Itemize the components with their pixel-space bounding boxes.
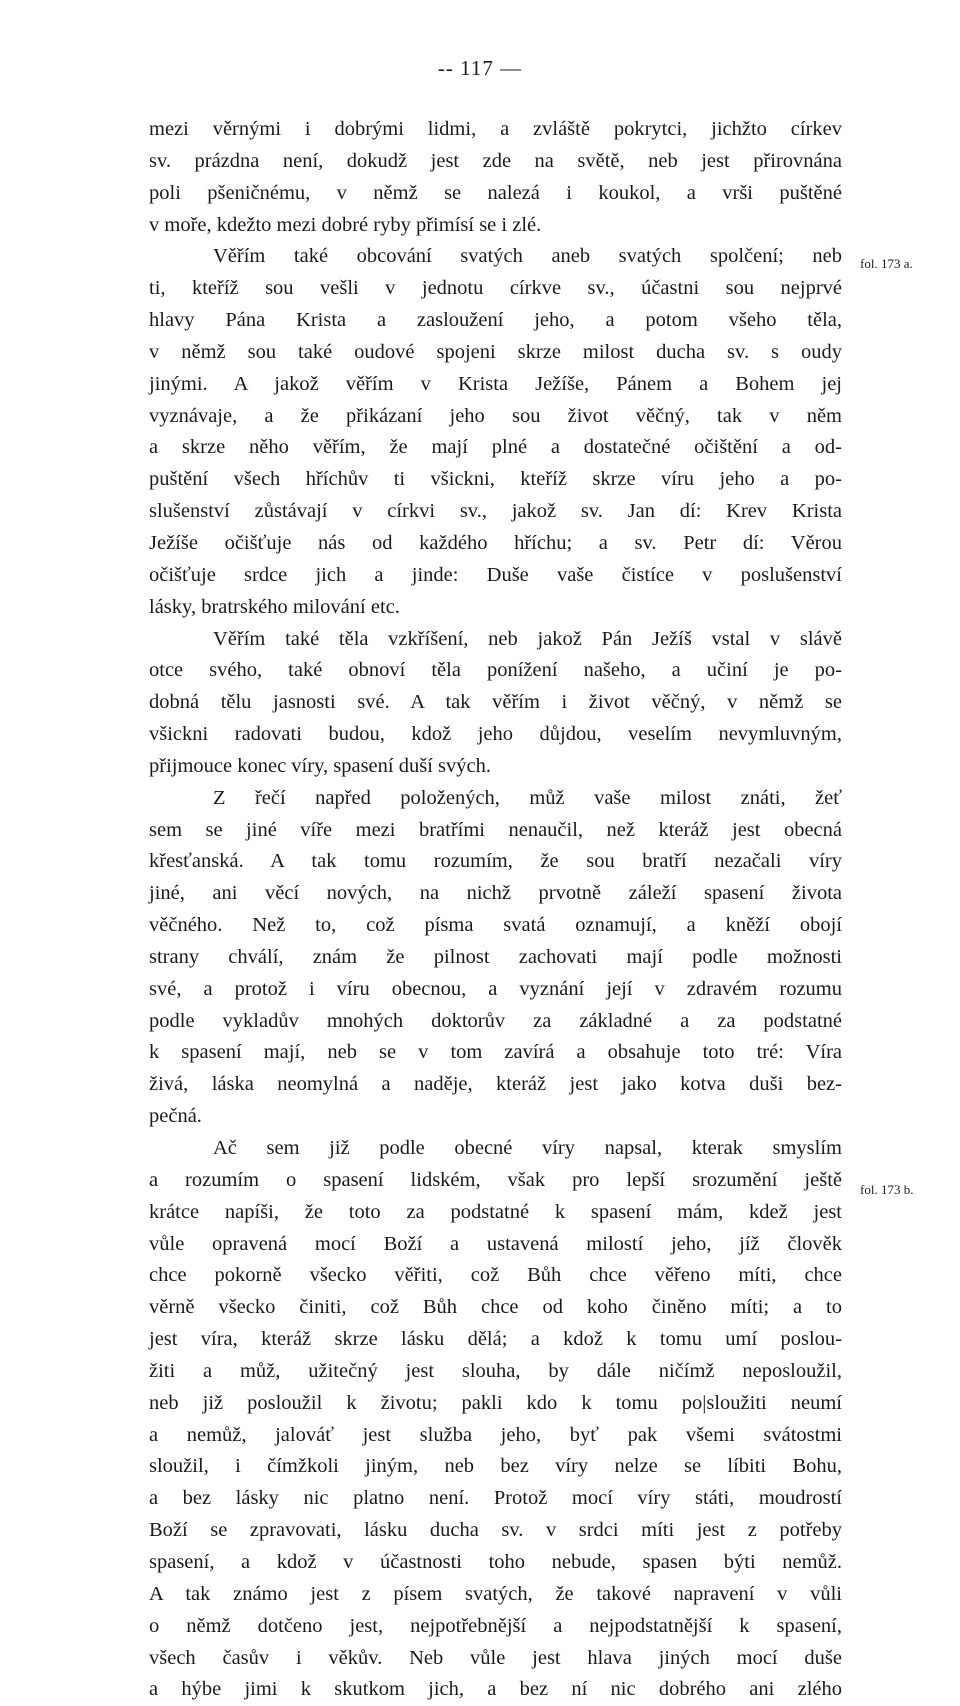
text-line: Ježíše očišťuje nás od každého hříchu; a sv. Petr dí: Věrou [149,531,842,554]
text-line: vyznávaje, a že přikázaní jeho sou život věčný, tak v něm [149,404,842,427]
text-line: strany chválí, znám že pilnost zachovati mají podle možnosti [149,945,842,968]
text-line: své, a protož i víru obecnou, a vyznání její v zdravém rozumu [149,977,842,1000]
text-line: neb již posloužil k životu; pakli kdo k tomu po|sloužiti neumí [149,1391,842,1414]
text-line: dobná tělu jasnosti své. A tak věřím i život věčný, v němž se [149,691,842,714]
text-line: křesťanská. A tak tomu rozumím, že sou bratří nezačali víry [149,850,842,873]
text-line: všech časův i věkův. Neb vůle jest hlava jiných mocí duše [149,1646,842,1669]
text-line: A tak známo jest z písem svatých, že takové napravení v vůli [149,1582,842,1605]
margin-note-fol-173b: fol. 173 b. [860,1182,914,1197]
body-text [149,114,842,1706]
text-line: Boží se zpravovati, lásku ducha sv. v srdci míti jest z potřeby [149,1519,842,1542]
text-line: všickni radovati budou, kdož jeho důjdou, veselím nevymluvným, [149,723,842,746]
text-line: poli pšeničnému, v němž se nalezá i koukol, a vrši puštěné [149,181,842,204]
text-line: Věřím také obcování svatých aneb svatých spolčení; neb [213,245,842,268]
text-line: Věřím také těla vzkříšení, neb jakož Pán Ježíš vstal v slávě [213,627,842,650]
text-line: žiti a můž, užitečný jest slouha, by dále ničímž neposloužil, [149,1359,842,1382]
text-line: vůle opravená mocí Boží a ustavená milostí jeho, jíž člověk [149,1232,842,1255]
margin-note-fol-173a: fol. 173 a. [860,256,913,271]
text-line: ti, kteříž sou vešli v jednotu církve sv., účastni sou nejprvé [149,277,842,300]
text-line: sem se jiné víře mezi bratřími nenaučil, než kteráž jest obecná [149,818,842,841]
text-line: slušenství zůstávají v církvi sv., jakož sv. Jan dí: Krev Krista [149,500,842,523]
text-line: sloužil, i čímžkoli jiným, neb bez víry nelze se líbiti Bohu, [149,1455,842,1478]
text-line: v moře, kdežto mezi dobré ryby přimísí se i zlé. [149,213,542,236]
text-line: pečná. [149,1105,202,1128]
text-line: lásky, bratrského milování etc. [149,595,400,618]
text-line: k spasení mají, neb se v tom zavírá a obsahuje toto tré: Víra [149,1041,842,1064]
text-line: v němž sou také oudové spojeni skrze milost ducha sv. s oudy [149,340,842,363]
text-line: mezi věrnými i dobrými lidmi, a zvláště pokrytci, jichžto církev [149,118,842,140]
text-line: sv. prázdna není, dokudž jest zde na světě, neb jest přirovnána [149,149,842,172]
text-line: a nemůž, jalováť jest služba jeho, byť pak všemi svátostmi [149,1423,842,1446]
text-line: otce svého, také obnoví těla ponížení našeho, a učiní je po- [149,659,842,682]
text-line: o němž dotčeno jest, nejpotřebnější a nejpodstatnější k spasení, [149,1614,842,1637]
text-line: puštění všech hříchův ti všickni, kteříž skrze víru jeho a po- [149,468,842,491]
text-line: jest víra, kteráž skrze lásku dělá; a kdož k tomu umí poslou- [149,1328,842,1351]
text-line: Ač sem již podle obecné víry napsal, kterak smyslím [213,1137,842,1159]
text-line: podle vykladův mnohých doktorův za základné a za podstatné [149,1009,842,1032]
text-line: věrně všecko činiti, což Bůh chce od koho činěno míti; a to [149,1296,842,1319]
page-number: -- 117 — [437,56,523,80]
text-line: spasení, a kdož v účastnosti toho nebude, spasen býti nemůž. [149,1550,842,1573]
text-line: krátce napíši, že toto za podstatné k spasení mám, kdež jest [149,1200,842,1223]
text-line: hlavy Pána Krista a zasloužení jeho, a potom všeho těla, [149,309,842,332]
text-line: a rozumím o spasení lidském, však pro lepší srozumění ještě [149,1168,842,1191]
text-line: jiné, ani věcí nových, na nichž prvotně záleží spasení života [149,882,842,905]
text-line: a bez lásky nic platno není. Protož mocí víry státi, moudrostí [149,1487,842,1510]
text-line: přijmouce konec víry, spasení duší svých. [149,754,491,777]
text-line: jinými. A jakož věřím v Krista Ježíše, Pánem a Bohem jej [149,372,842,395]
text-line: živá, láska neomylná a naděje, kteráž jest jako kotva duši bez- [149,1073,842,1096]
text-line: věčného. Než to, což písma svatá oznamují, a kněží obojí [149,914,842,937]
text-line: a skrze něho věřím, že mají plné a dostatečné očištění a od- [149,436,842,459]
text-line: očišťuje srdce jich a jinde: Duše vaše čistíce v poslušenství [149,563,842,586]
text-line: a hýbe jimi k skutkom jich, a bez ní nic dobrého ani zlého [149,1678,842,1701]
text-line: chce pokorně všecko věřiti, což Bůh chce věřeno míti, chce [149,1264,842,1287]
text-line: Z řečí napřed položených, můž vaše milost znáti, žeť [213,786,842,809]
